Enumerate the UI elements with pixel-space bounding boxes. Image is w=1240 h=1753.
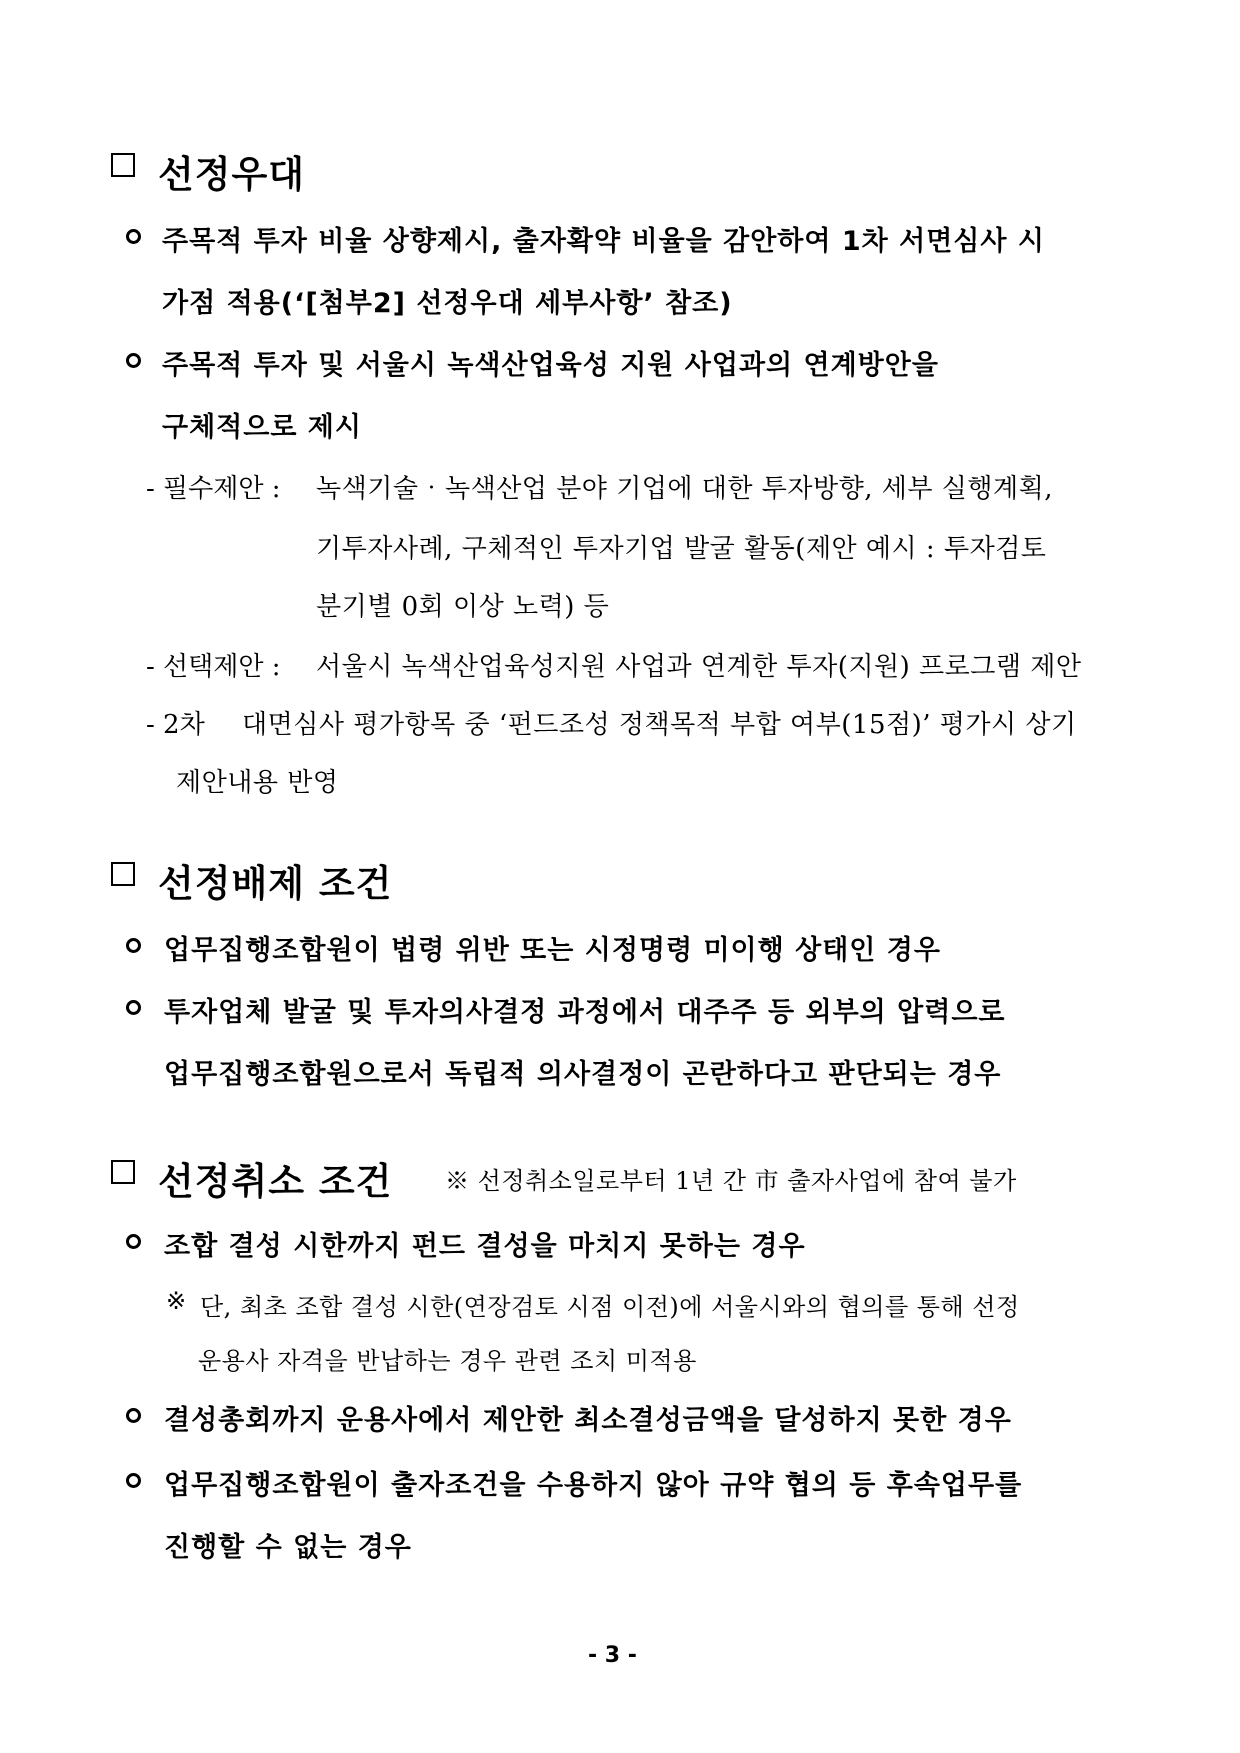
bullet-icon [126,1000,141,1015]
note-line: 운용사 자격을 반납하는 경우 관련 조치 미적용 [198,1347,697,1375]
section-title: 선정취소 조건 [158,1160,393,1203]
sub-item-line: 분기별 0회 이상 노력) 등 [316,592,610,622]
item-line: 투자업체 발굴 및 투자의사결정 과정에서 대주주 등 외부의 압력으로 [164,997,1006,1028]
bullet-icon [126,1408,141,1423]
page-number: - 3 - [588,1643,637,1668]
section-title: 선정우대 [158,153,305,196]
sub-item-line: 서울시 녹색산업육성지원 사업과 연계한 투자(지원) 프로그램 제안 [316,652,1082,682]
sub-item-label: - 필수제안 : [146,474,281,504]
item-line: 진행할 수 없는 경우 [164,1532,412,1563]
side-note: ※ 선정취소일로부터 1년 간 市 출자사업에 참여 불가 [445,1167,1017,1195]
item-line: 조합 결성 시한까지 펀드 결성을 마치지 못하는 경우 [164,1231,806,1262]
item-line: 업무집행조합원이 법령 위반 또는 시정명령 미이행 상태인 경우 [164,935,941,966]
note-line: 단, 최초 조합 결성 시한(연장검토 시점 이전)에 서울시와의 협의를 통해 선정 [200,1293,1020,1321]
bullet-icon [126,229,141,244]
item-line: 업무집행조합원으로서 독립적 의사결정이 곤란하다고 판단되는 경우 [164,1059,1002,1090]
sub-item-line: 대면심사 평가항목 중 ‘펀드조성 정책목적 부합 여부(15점)’ 평가시 상기 [242,710,1077,740]
note-mark: ※ [166,1287,187,1315]
bullet-icon [126,938,141,953]
bullet-icon [126,1473,141,1488]
sub-item-line: 녹색기술‧녹색산업 분야 기업에 대한 투자방향, 세부 실행계획, [316,474,1054,504]
sub-item-label: - 선택제안 : [146,652,281,682]
section-checkbox [111,153,135,177]
item-line: 업무집행조합원이 출자조건을 수용하지 않아 규약 협의 등 후속업무를 [164,1470,1023,1501]
item-line: 주목적 투자 및 서울시 녹색산업육성 지원 사업과의 연계방안을 [162,350,939,381]
item-line: 가점 적용(‘[첨부2] 선정우대 세부사항’ 참조) [162,288,733,319]
item-line: 주목적 투자 비율 상향제시, 출자확약 비율을 감안하여 1차 서면심사 시 [162,226,1045,257]
sub-item-label: - 2차 [146,710,205,740]
bullet-icon [126,353,141,368]
item-line: 결성총회까지 운용사에서 제안한 최소결성금액을 달성하지 못한 경우 [164,1405,1012,1436]
sub-item-line: 제안내용 반영 [176,768,339,798]
section-checkbox [111,862,135,886]
item-line: 구체적으로 제시 [162,412,362,443]
sub-item-line: 기투자사례, 구체적인 투자기업 발굴 활동(제안 예시 : 투자검토 [316,534,1047,564]
section-checkbox [111,1160,135,1184]
bullet-icon [126,1234,141,1249]
section-title: 선정배제 조건 [158,862,393,905]
